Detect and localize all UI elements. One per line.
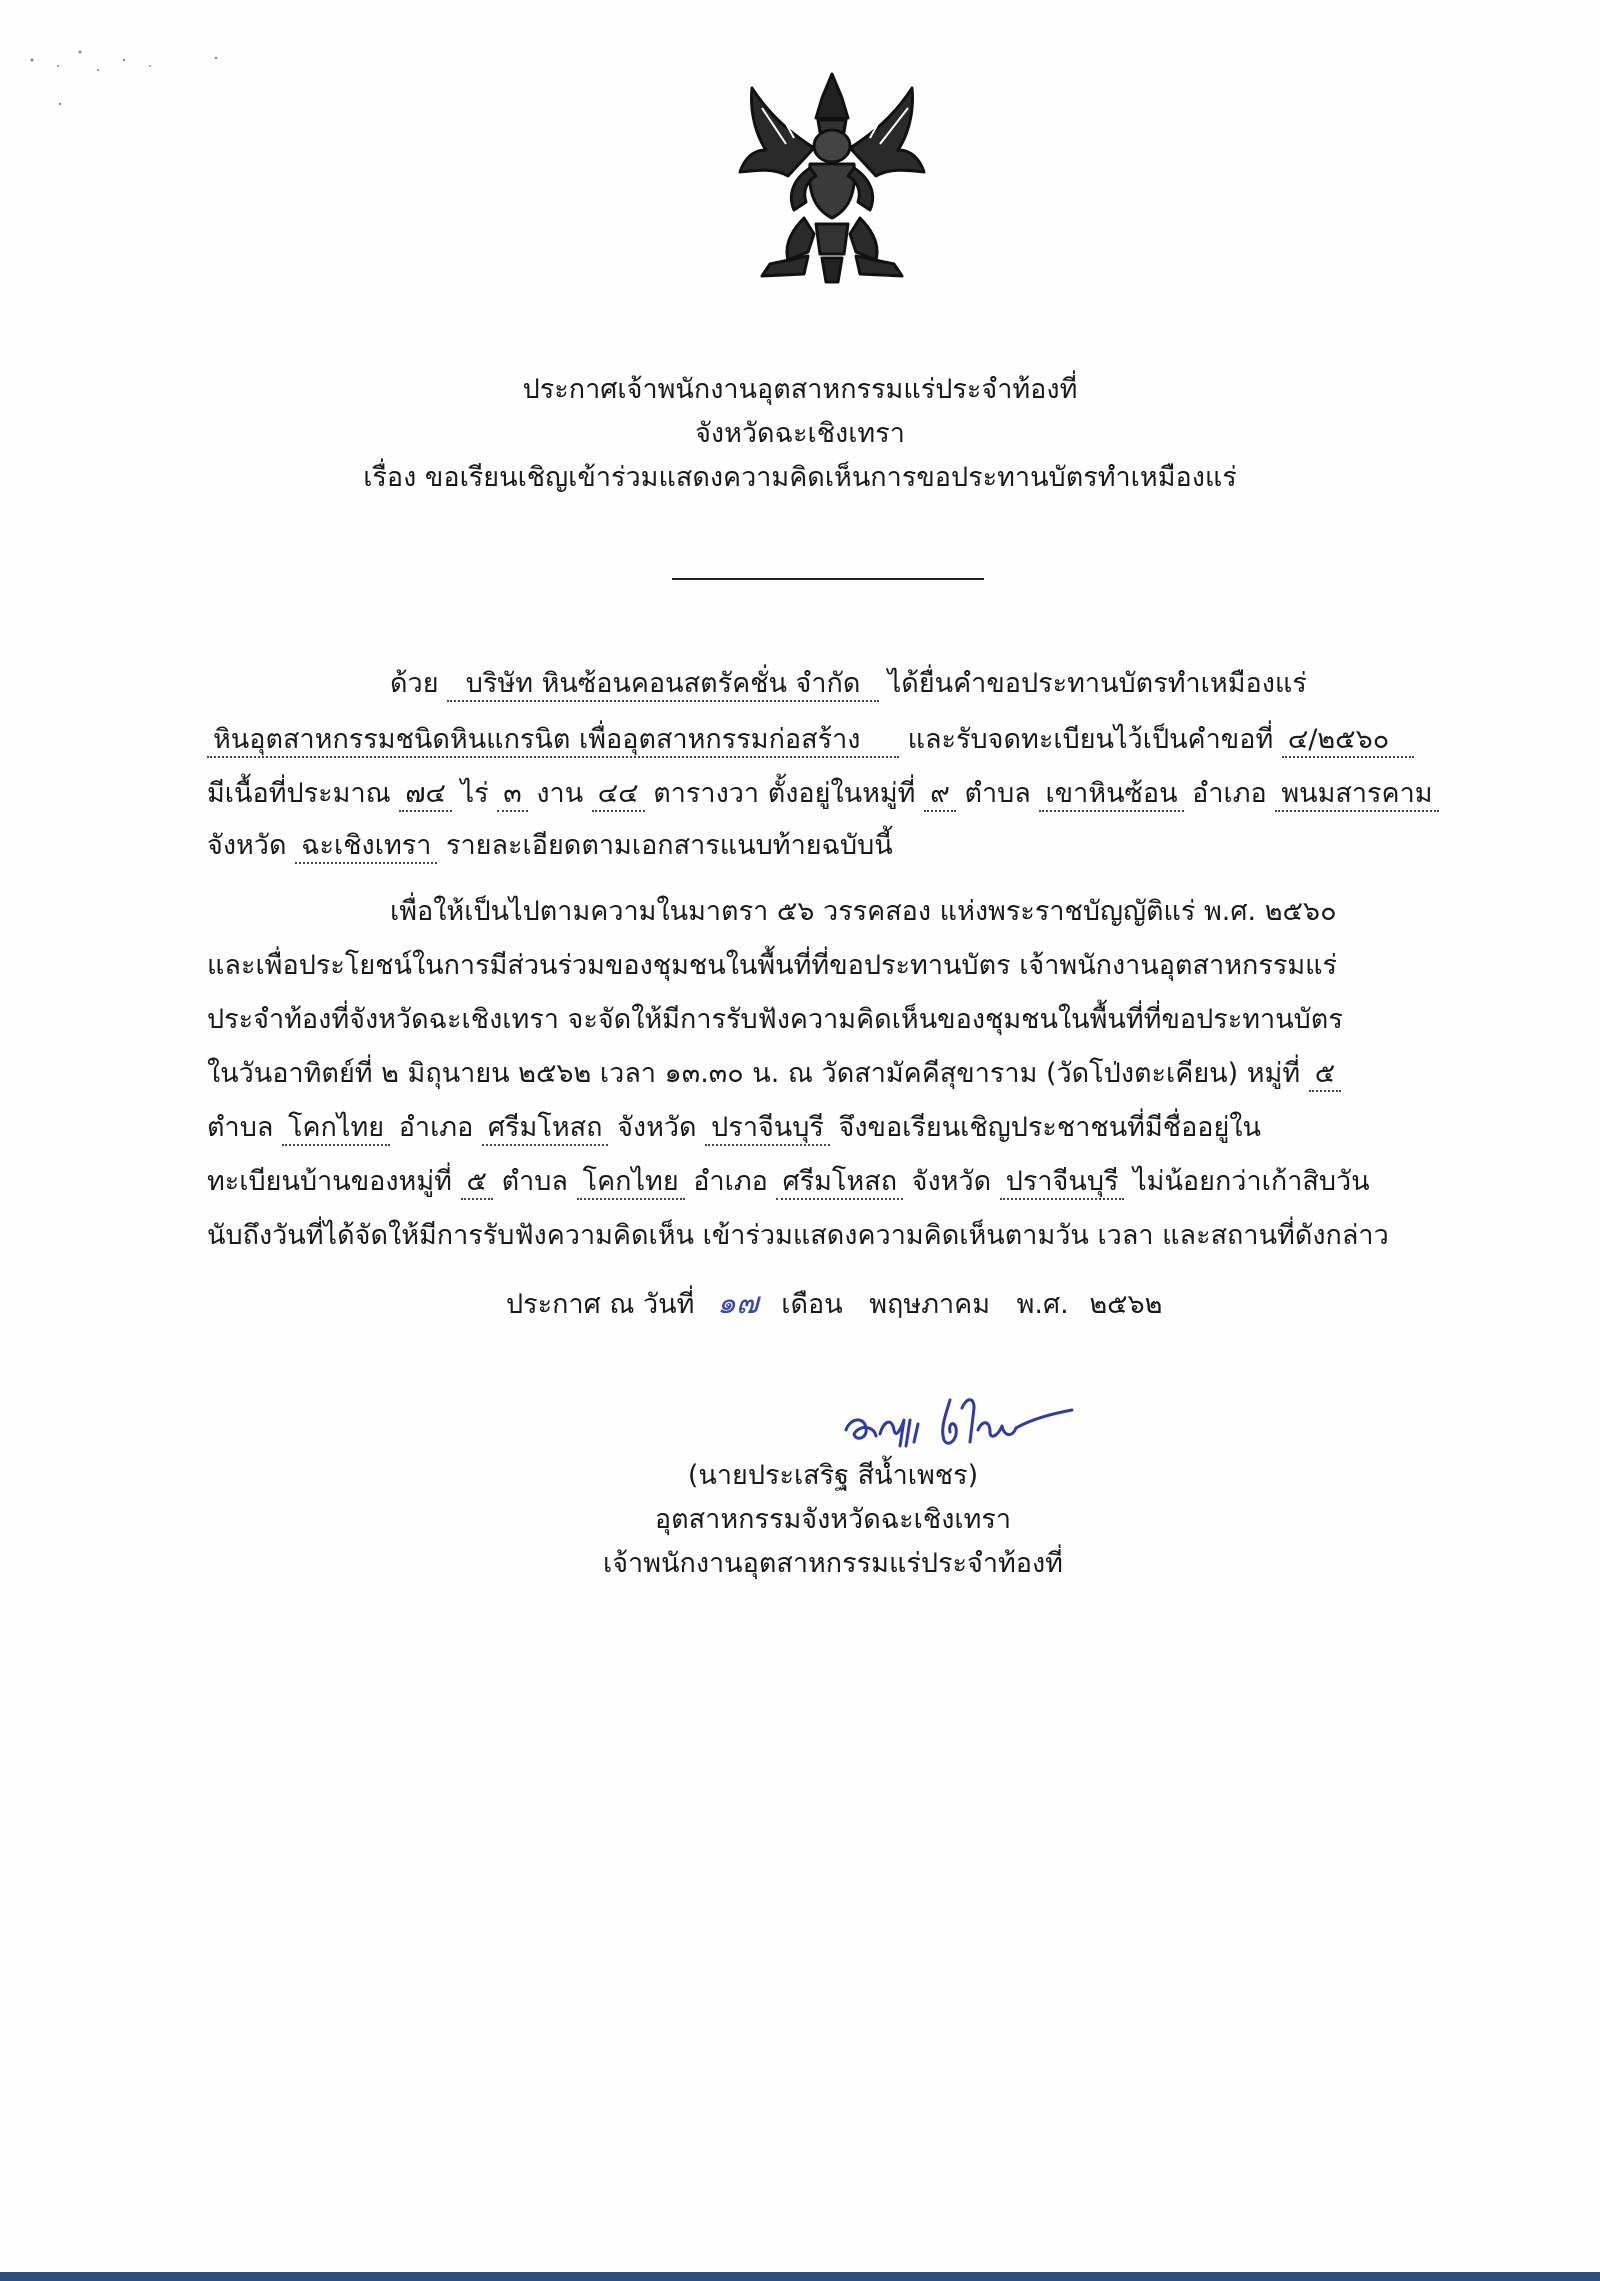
scan-bottom-edge	[0, 2272, 1600, 2281]
mineral-field: หินอุตสาหกรรมชนิดหินแกรนิต เพื่ออุตสาหกรรมก่อสร้าง	[207, 724, 899, 758]
resident-tambon-field: โคกไทย	[577, 1166, 685, 1200]
event-tambon-field: โคกไทย	[282, 1112, 390, 1146]
signatory-position2: เจ้าพนักงานอุตสาหกรรมแร่ประจำท้องที่	[603, 1548, 1063, 1579]
proclamation-date: ประกาศ ณ วันที่ ๑๗ เดือน พฤษภาคม พ.ศ. ๒๕๖๒	[506, 1286, 1163, 1321]
paragraph2-line5: ตำบล โคกไทย อำเภอ ศรีมโหสถ จังหวัด ปราจีนบุรี จึงขอเรียนเชิญประชาชนที่มีชื่ออยู่ใน	[207, 1108, 1261, 1148]
paragraph1-line1: ด้วย บริษัท หินซ้อนคอนสตรัคชั่น จำกัด ได้ยื่นคำขอประทานบัตรทำเหมืองแร่	[390, 664, 1307, 704]
heading-divider	[672, 578, 984, 580]
area-wa-field: ๔๔	[592, 778, 645, 812]
moo-field: ๙	[924, 778, 956, 812]
paragraph2-line3: ประจำท้องที่จังหวัดฉะเชิงเทรา จะจัดให้มีการรับฟังความคิดเห็นของชุมชนในพื้นที่ที่ขอประทานบัตร	[207, 1004, 1343, 1035]
paragraph2-line2: และเพื่อประโยชน์ในการมีส่วนร่วมของชุมชนในพื้นที่ที่ขอประทานบัตร เจ้าพนักงานอุตสาหกรรมแร่	[207, 950, 1338, 981]
signatory-block	[0, 1454, 1600, 1586]
heading-subject: เรื่อง ขอเรียนเชิญเข้าร่วมแสดงความคิดเห็นการขอประทานบัตรทำเหมืองแร่	[363, 462, 1237, 493]
year-value: ๒๕๖๒	[1089, 1289, 1163, 1320]
month-value: พฤษภาคม	[869, 1289, 991, 1320]
heading-authority: ประกาศเจ้าพนักงานอุตสาหกรรมแร่ประจำท้องที่	[522, 374, 1078, 405]
signatory-position1: อุตสาหกรรมจังหวัดฉะเชิงเทรา	[654, 1504, 1012, 1535]
paragraph1-line2: หินอุตสาหกรรมชนิดหินแกรนิต เพื่ออุตสาหกรรมก่อสร้าง และรับจดทะเบียนไว้เป็นคำขอที่ ๔/๒๕๖๐	[207, 720, 1414, 760]
paragraph2-line1: เพื่อให้เป็นไปตามความในมาตรา ๕๖ วรรคสอง แห่งพระราชบัญญัติแร่ พ.ศ. ๒๕๖๐	[390, 896, 1337, 927]
scan-specks	[20, 30, 240, 120]
tambon-field: เขาหินซ้อน	[1039, 778, 1183, 812]
amphoe-field: พนมสารคาม	[1275, 778, 1438, 812]
paragraph1-line3: มีเนื้อที่ประมาณ ๗๔ ไร่ ๓ งาน ๔๔ ตารางวา ตั้งอยู่ในหมู่ที่ ๙ ตำบล เขาหินซ้อน อำเภอ พนมสารคาม	[207, 774, 1439, 814]
signature-mark	[840, 1380, 1080, 1460]
area-rai-field: ๗๔	[399, 778, 452, 812]
paragraph2-line4: ในวันอาทิตย์ที่ ๒ มิถุนายน ๒๕๖๒ เวลา ๑๓.๓๐ น. ณ วัดสามัคคีสุขาราม (วัดโป่งตะเคียน) หมู่ที่ ๕	[207, 1054, 1341, 1094]
paragraph2-line7: นับถึงวันที่ได้จัดให้มีการรับฟังความคิดเห็น เข้าร่วมแสดงความคิดเห็นตามวัน เวลา และสถานที่ดังกล่าว	[207, 1220, 1389, 1251]
event-province-field: ปราจีนบุรี	[705, 1112, 830, 1146]
paragraph1-line4: จังหวัด ฉะเชิงเทรา รายละเอียดตามเอกสารแนบท้ายฉบับนี้	[207, 826, 893, 866]
paragraph2-line6: ทะเบียนบ้านของหมู่ที่ ๕ ตำบล โคกไทย อำเภอ ศรีมโหสถ จังหวัด ปราจีนบุรี ไม่น้อยกว่าเก้าสิบวัน	[207, 1162, 1370, 1202]
area-ngan-field: ๓	[497, 778, 527, 812]
resident-amphoe-field: ศรีมโหสถ	[776, 1166, 903, 1200]
garuda-emblem-icon	[722, 68, 942, 288]
resident-province-field: ปราจีนบุรี	[1000, 1166, 1125, 1200]
province-field: ฉะเชิงเทรา	[295, 830, 437, 864]
resident-moo-field: ๕	[461, 1166, 493, 1200]
event-moo-field: ๕	[1309, 1058, 1341, 1092]
request-no-field: ๔/๒๕๖๐	[1282, 724, 1414, 758]
heading-province: จังหวัดฉะเชิงเทรา	[695, 418, 905, 449]
company-field: บริษัท หินซ้อนคอนสตรัคชั่น จำกัด	[447, 668, 879, 702]
signatory-name: (นายประเสริฐ สีน้ำเพชร)	[687, 1460, 979, 1491]
event-amphoe-field: ศรีมโหสถ	[482, 1112, 609, 1146]
announcement-heading	[0, 368, 1600, 500]
handwritten-day: ๑๗	[717, 1286, 759, 1321]
